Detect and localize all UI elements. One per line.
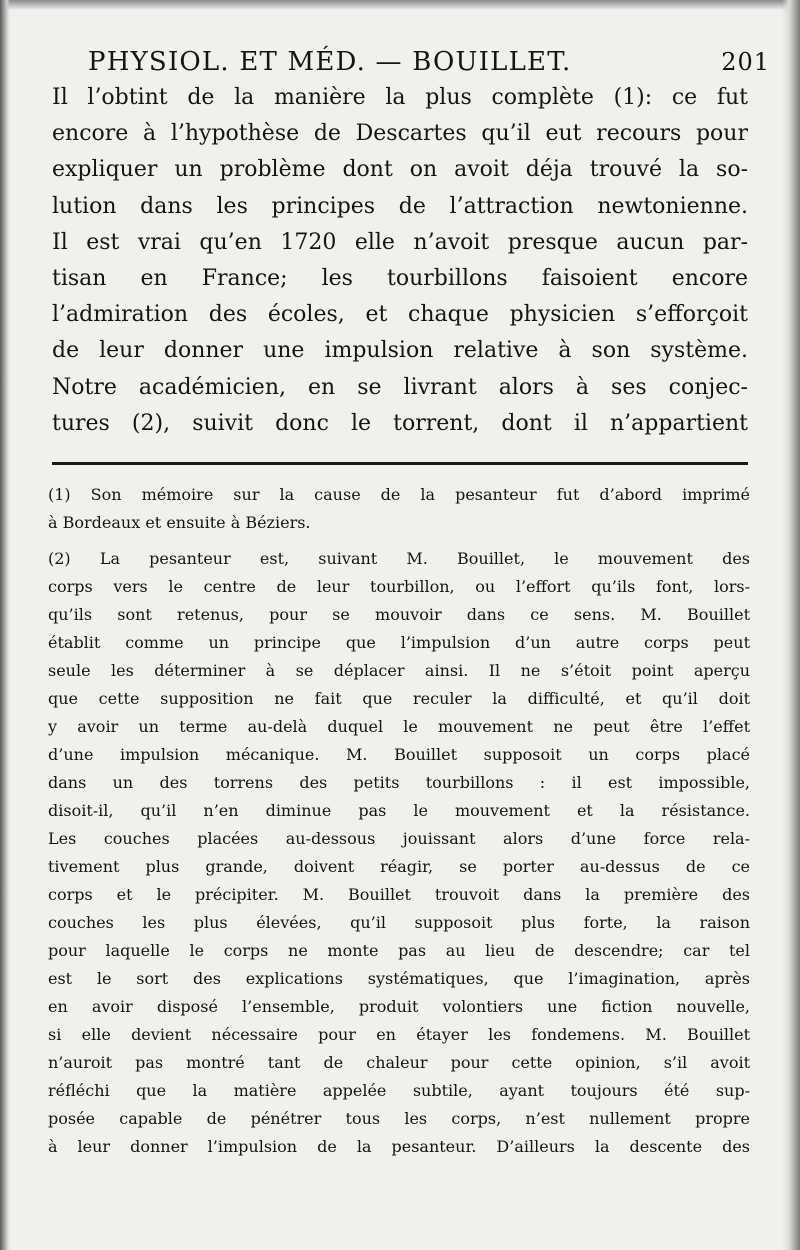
footnote-2-line: n’auroit pas montré tant de chaleur pour cette opinion, s’il avoit [48, 1053, 750, 1072]
footnote-2-line: à leur donner l’impulsion de la pesanteur. D’ailleurs la descente des [48, 1137, 750, 1156]
main-text-line: Il l’obtint de la manière la plus complète (1): ce fut [52, 85, 748, 110]
page-left-shadow [0, 0, 10, 1250]
footnote-2-line: établit comme un principe que l’impulsion d’un autre corps peut [48, 633, 750, 652]
footnote-2-line: seule les déterminer à se déplacer ainsi. Il ne s’étoit point aperçu [48, 661, 750, 680]
footnote-2-line: corps et le précipiter. M. Bouillet trouvoit dans la première des [48, 885, 750, 904]
footnote-2-line: (2) La pesanteur est, suivant M. Bouillet, le mouvement des [48, 549, 750, 568]
footnote-2-line: y avoir un terme au-delà duquel le mouvement ne peut être l’effet [48, 717, 750, 736]
main-text-line: expliquer un problème dont on avoit déja trouvé la so- [52, 157, 748, 183]
running-header [88, 40, 770, 84]
main-text-line: tisan en France; les tourbillons faisoient encore [52, 265, 748, 291]
footnote-2-line: qu’ils sont retenus, pour se mouvoir dans ce sens. M. Bouillet [48, 605, 750, 624]
footnote-2-line: couches les plus élevées, qu’il supposoit plus forte, la raison [48, 913, 750, 932]
footnote-2-line: que cette supposition ne fait que reculer la difficulté, et qu’il doit [48, 689, 750, 708]
main-text-line: Il est vrai qu’en 1720 elle n’avoit presque aucun par- [52, 229, 748, 255]
footnote-2-line: Les couches placées au-dessous jouissant alors d’une force rela- [48, 829, 750, 848]
main-text-line: tures (2), suivit donc le torrent, dont il n’appartient [52, 410, 748, 436]
main-text-block [52, 80, 748, 440]
main-text-line: de leur donner une impulsion relative à son système. [52, 338, 748, 364]
footnote-separator-rule [52, 462, 748, 465]
page-number: 201 [721, 48, 770, 76]
main-text-line: l’admiration des écoles, et chaque physicien s’efforçoit [52, 302, 748, 328]
footnotes-block [48, 481, 750, 1161]
footnote-2-line: en avoir disposé l’ensemble, produit volontiers une fiction nouvelle, [48, 997, 750, 1016]
footnote-2-line: réfléchi que la matière appelée subtile, ayant toujours été sup- [48, 1081, 750, 1100]
footnote-2-line: disoit-il, qu’il n’en diminue pas le mouvement et la résistance. [48, 801, 750, 820]
footnote-2-line: est le sort des explications systématiques, que l’imagination, après [48, 969, 750, 988]
main-text-line: encore à l’hypothèse de Descartes qu’il eut recours pour [52, 121, 748, 147]
main-text-line: Notre académicien, en se livrant alors à ses conjec- [52, 374, 748, 400]
footnote-1-line: à Bordeaux et ensuite à Béziers. [48, 513, 311, 532]
page-right-shadow [782, 0, 800, 1250]
main-text-line: lution dans les principes de l’attraction newtonienne. [52, 193, 748, 219]
footnote-2-line: tivement plus grande, doivent réagir, se porter au-dessus de ce [48, 857, 750, 876]
footnote-2-line: posée capable de pénétrer tous les corps, n’est nullement propre [48, 1109, 750, 1128]
footnote-2-line: dans un des torrens des petits tourbillons : il est impossible, [48, 773, 750, 792]
running-header-title: PHYSIOL. ET MÉD. — BOUILLET. [88, 47, 572, 77]
footnote-2-line: corps vers le centre de leur tourbillon, ou l’effort qu’ils font, lors- [48, 577, 750, 596]
footnote-2-line: d’une impulsion mécanique. M. Bouillet supposoit un corps placé [48, 745, 750, 764]
footnote-2-line: pour laquelle le corps ne monte pas au lieu de descendre; car tel [48, 941, 750, 960]
page-top-shadow [0, 0, 800, 10]
footnote-2-line: si elle devient nécessaire pour en étayer les fondemens. M. Bouillet [48, 1025, 750, 1044]
footnote-1-line: (1) Son mémoire sur la cause de la pesanteur fut d’abord imprimé [48, 485, 750, 504]
